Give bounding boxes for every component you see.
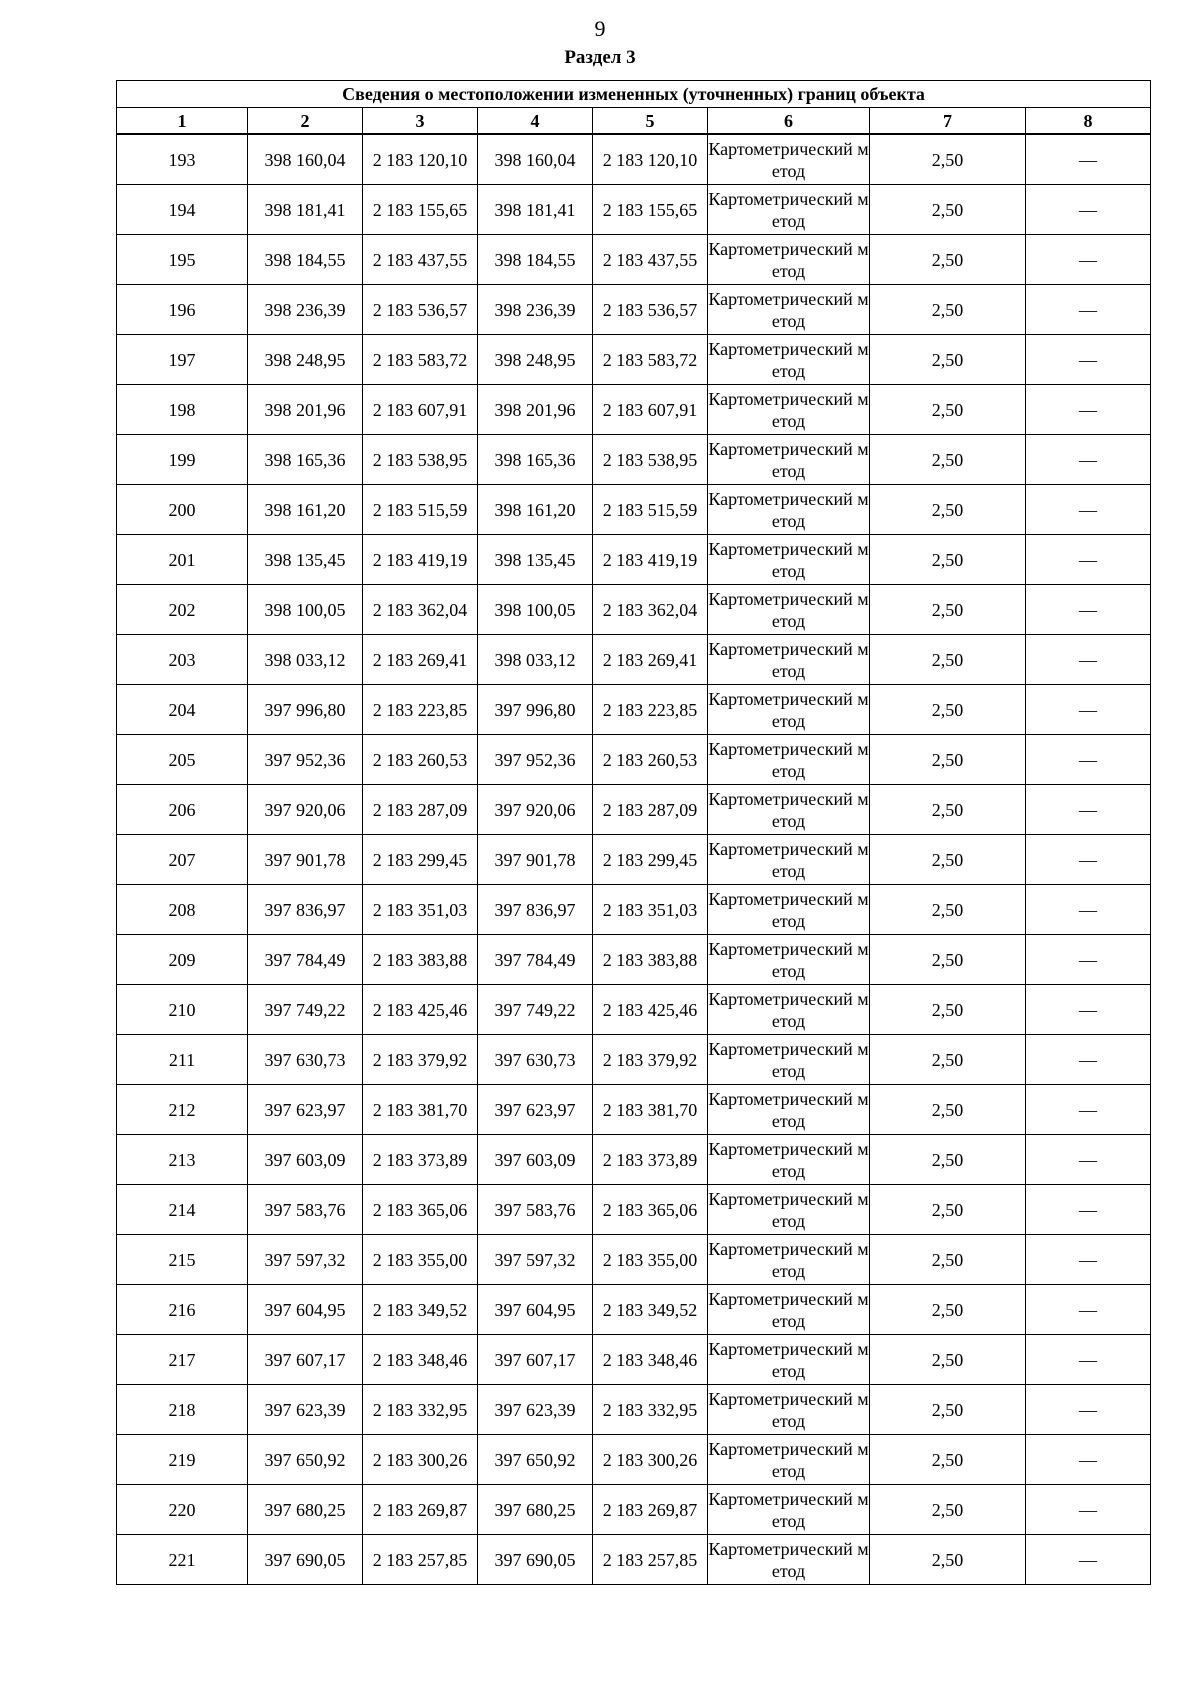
x-new-cell: 398 135,45 <box>478 535 593 585</box>
x-old-cell: 397 630,73 <box>248 1035 363 1085</box>
y-new-cell: 2 183 269,41 <box>593 635 708 685</box>
x-new-cell: 397 784,49 <box>478 935 593 985</box>
y-new-cell: 2 183 538,95 <box>593 435 708 485</box>
x-old-cell: 397 607,17 <box>248 1335 363 1385</box>
y-new-cell: 2 183 120,10 <box>593 134 708 185</box>
x-old-cell: 398 248,95 <box>248 335 363 385</box>
y-old-cell: 2 183 515,59 <box>363 485 478 535</box>
point-number-cell: 206 <box>117 785 248 835</box>
y-old-cell: 2 183 287,09 <box>363 785 478 835</box>
table-row <box>117 985 1151 1035</box>
y-new-cell: 2 183 260,53 <box>593 735 708 785</box>
y-new-cell: 2 183 257,85 <box>593 1535 708 1585</box>
accuracy-cell: 2,50 <box>870 134 1026 185</box>
description-cell: — <box>1026 1435 1151 1485</box>
method-cell: Картометрический метод <box>708 134 870 185</box>
point-number-cell: 196 <box>117 285 248 335</box>
x-new-cell: 398 248,95 <box>478 335 593 385</box>
x-old-cell: 397 836,97 <box>248 885 363 935</box>
accuracy-cell: 2,50 <box>870 1285 1026 1335</box>
x-new-cell: 398 184,55 <box>478 235 593 285</box>
y-old-cell: 2 183 351,03 <box>363 885 478 935</box>
description-cell: — <box>1026 1485 1151 1535</box>
point-number-cell: 213 <box>117 1135 248 1185</box>
y-old-cell: 2 183 425,46 <box>363 985 478 1035</box>
x-new-cell: 397 836,97 <box>478 885 593 935</box>
method-cell: Картометрический метод <box>708 785 870 835</box>
method-cell: Картометрический метод <box>708 835 870 885</box>
point-number-cell: 199 <box>117 435 248 485</box>
description-cell: — <box>1026 1235 1151 1285</box>
accuracy-cell: 2,50 <box>870 385 1026 435</box>
point-number-cell: 194 <box>117 185 248 235</box>
x-old-cell: 398 201,96 <box>248 385 363 435</box>
y-new-cell: 2 183 348,46 <box>593 1335 708 1385</box>
y-old-cell: 2 183 260,53 <box>363 735 478 785</box>
y-old-cell: 2 183 300,26 <box>363 1435 478 1485</box>
x-new-cell: 398 100,05 <box>478 585 593 635</box>
x-new-cell: 397 623,97 <box>478 1085 593 1135</box>
description-cell: — <box>1026 134 1151 185</box>
table-row <box>117 1285 1151 1335</box>
point-number-cell: 195 <box>117 235 248 285</box>
table-row <box>117 1185 1151 1235</box>
x-new-cell: 397 952,36 <box>478 735 593 785</box>
table-row <box>117 1135 1151 1185</box>
x-old-cell: 397 680,25 <box>248 1485 363 1535</box>
x-new-cell: 398 161,20 <box>478 485 593 535</box>
y-old-cell: 2 183 583,72 <box>363 335 478 385</box>
x-new-cell: 397 603,09 <box>478 1135 593 1185</box>
x-new-cell: 397 623,39 <box>478 1385 593 1435</box>
table-row <box>117 785 1151 835</box>
accuracy-cell: 2,50 <box>870 1335 1026 1385</box>
y-new-cell: 2 183 419,19 <box>593 535 708 585</box>
y-old-cell: 2 183 607,91 <box>363 385 478 435</box>
accuracy-cell: 2,50 <box>870 1085 1026 1135</box>
x-old-cell: 397 784,49 <box>248 935 363 985</box>
y-old-cell: 2 183 383,88 <box>363 935 478 985</box>
method-cell: Картометрический метод <box>708 635 870 685</box>
x-new-cell: 397 680,25 <box>478 1485 593 1535</box>
y-new-cell: 2 183 299,45 <box>593 835 708 885</box>
point-number-cell: 208 <box>117 885 248 935</box>
x-old-cell: 397 597,32 <box>248 1235 363 1285</box>
method-cell: Картометрический метод <box>708 335 870 385</box>
description-cell: — <box>1026 1085 1151 1135</box>
accuracy-cell: 2,50 <box>870 435 1026 485</box>
y-old-cell: 2 183 362,04 <box>363 585 478 635</box>
description-cell: — <box>1026 235 1151 285</box>
point-number-cell: 198 <box>117 385 248 435</box>
point-number-cell: 193 <box>117 134 248 185</box>
method-cell: Картометрический метод <box>708 1485 870 1535</box>
table-row <box>117 335 1151 385</box>
y-old-cell: 2 183 269,41 <box>363 635 478 685</box>
column-number: 4 <box>478 108 593 135</box>
y-old-cell: 2 183 349,52 <box>363 1285 478 1335</box>
accuracy-cell: 2,50 <box>870 1135 1026 1185</box>
accuracy-cell: 2,50 <box>870 935 1026 985</box>
table-row <box>117 235 1151 285</box>
column-number-row <box>117 108 1151 135</box>
y-old-cell: 2 183 332,95 <box>363 1385 478 1435</box>
x-new-cell: 397 650,92 <box>478 1435 593 1485</box>
accuracy-cell: 2,50 <box>870 735 1026 785</box>
description-cell: — <box>1026 985 1151 1035</box>
y-new-cell: 2 183 300,26 <box>593 1435 708 1485</box>
accuracy-cell: 2,50 <box>870 835 1026 885</box>
accuracy-cell: 2,50 <box>870 985 1026 1035</box>
point-number-cell: 211 <box>117 1035 248 1085</box>
x-old-cell: 397 623,97 <box>248 1085 363 1135</box>
method-cell: Картометрический метод <box>708 885 870 935</box>
description-cell: — <box>1026 835 1151 885</box>
description-cell: — <box>1026 335 1151 385</box>
point-number-cell: 216 <box>117 1285 248 1335</box>
point-number-cell: 209 <box>117 935 248 985</box>
x-new-cell: 397 604,95 <box>478 1285 593 1335</box>
x-old-cell: 398 135,45 <box>248 535 363 585</box>
column-number: 6 <box>708 108 870 135</box>
table-row <box>117 735 1151 785</box>
description-cell: — <box>1026 535 1151 585</box>
table-row <box>117 835 1151 885</box>
accuracy-cell: 2,50 <box>870 1485 1026 1535</box>
table-caption-row <box>117 81 1151 108</box>
y-new-cell: 2 183 379,92 <box>593 1035 708 1085</box>
y-new-cell: 2 183 355,00 <box>593 1235 708 1285</box>
column-number: 2 <box>248 108 363 135</box>
description-cell: — <box>1026 885 1151 935</box>
x-old-cell: 397 650,92 <box>248 1435 363 1485</box>
method-cell: Картометрический метод <box>708 735 870 785</box>
description-cell: — <box>1026 935 1151 985</box>
y-old-cell: 2 183 257,85 <box>363 1535 478 1585</box>
description-cell: — <box>1026 1285 1151 1335</box>
point-number-cell: 207 <box>117 835 248 885</box>
method-cell: Картометрический метод <box>708 1535 870 1585</box>
column-number: 1 <box>117 108 248 135</box>
description-cell: — <box>1026 1535 1151 1585</box>
x-new-cell: 397 630,73 <box>478 1035 593 1085</box>
accuracy-cell: 2,50 <box>870 1385 1026 1435</box>
x-new-cell: 397 597,32 <box>478 1235 593 1285</box>
x-old-cell: 397 690,05 <box>248 1535 363 1585</box>
y-old-cell: 2 183 223,85 <box>363 685 478 735</box>
table-row <box>117 1535 1151 1585</box>
description-cell: — <box>1026 385 1151 435</box>
table-row <box>117 635 1151 685</box>
y-new-cell: 2 183 437,55 <box>593 235 708 285</box>
method-cell: Картометрический метод <box>708 185 870 235</box>
point-number-cell: 205 <box>117 735 248 785</box>
point-number-cell: 201 <box>117 535 248 585</box>
x-old-cell: 398 181,41 <box>248 185 363 235</box>
accuracy-cell: 2,50 <box>870 1235 1026 1285</box>
y-new-cell: 2 183 583,72 <box>593 335 708 385</box>
y-new-cell: 2 183 155,65 <box>593 185 708 235</box>
table-row <box>117 1485 1151 1535</box>
point-number-cell: 219 <box>117 1435 248 1485</box>
y-new-cell: 2 183 381,70 <box>593 1085 708 1135</box>
accuracy-cell: 2,50 <box>870 885 1026 935</box>
table-row <box>117 385 1151 435</box>
y-old-cell: 2 183 269,87 <box>363 1485 478 1535</box>
y-old-cell: 2 183 419,19 <box>363 535 478 585</box>
boundary-coordinates-table <box>116 80 1151 1585</box>
x-old-cell: 398 165,36 <box>248 435 363 485</box>
accuracy-cell: 2,50 <box>870 235 1026 285</box>
accuracy-cell: 2,50 <box>870 1435 1026 1485</box>
description-cell: — <box>1026 1385 1151 1435</box>
y-new-cell: 2 183 351,03 <box>593 885 708 935</box>
method-cell: Картометрический метод <box>708 385 870 435</box>
x-old-cell: 397 623,39 <box>248 1385 363 1435</box>
x-new-cell: 398 181,41 <box>478 185 593 235</box>
table-row <box>117 435 1151 485</box>
x-old-cell: 397 749,22 <box>248 985 363 1035</box>
method-cell: Картометрический метод <box>708 1335 870 1385</box>
x-new-cell: 397 607,17 <box>478 1335 593 1385</box>
x-new-cell: 398 165,36 <box>478 435 593 485</box>
accuracy-cell: 2,50 <box>870 285 1026 335</box>
y-new-cell: 2 183 287,09 <box>593 785 708 835</box>
description-cell: — <box>1026 1335 1151 1385</box>
column-number: 7 <box>870 108 1026 135</box>
point-number-cell: 203 <box>117 635 248 685</box>
table-row <box>117 685 1151 735</box>
description-cell: — <box>1026 585 1151 635</box>
x-old-cell: 397 604,95 <box>248 1285 363 1335</box>
table-row <box>117 485 1151 535</box>
method-cell: Картометрический метод <box>708 485 870 535</box>
table-row <box>117 134 1151 185</box>
description-cell: — <box>1026 1185 1151 1235</box>
x-new-cell: 397 583,76 <box>478 1185 593 1235</box>
method-cell: Картометрический метод <box>708 1385 870 1435</box>
x-old-cell: 398 236,39 <box>248 285 363 335</box>
table-row <box>117 535 1151 585</box>
table-caption: Сведения о местоположении измененных (уточненных) границ объекта <box>117 81 1151 108</box>
accuracy-cell: 2,50 <box>870 485 1026 535</box>
method-cell: Картометрический метод <box>708 1135 870 1185</box>
x-new-cell: 397 996,80 <box>478 685 593 735</box>
column-number: 8 <box>1026 108 1151 135</box>
y-new-cell: 2 183 362,04 <box>593 585 708 635</box>
y-old-cell: 2 183 437,55 <box>363 235 478 285</box>
y-new-cell: 2 183 536,57 <box>593 285 708 335</box>
method-cell: Картометрический метод <box>708 1035 870 1085</box>
y-new-cell: 2 183 269,87 <box>593 1485 708 1535</box>
description-cell: — <box>1026 435 1151 485</box>
accuracy-cell: 2,50 <box>870 535 1026 585</box>
point-number-cell: 214 <box>117 1185 248 1235</box>
y-new-cell: 2 183 365,06 <box>593 1185 708 1235</box>
method-cell: Картометрический метод <box>708 535 870 585</box>
y-old-cell: 2 183 379,92 <box>363 1035 478 1085</box>
method-cell: Картометрический метод <box>708 685 870 735</box>
x-new-cell: 397 920,06 <box>478 785 593 835</box>
description-cell: — <box>1026 735 1151 785</box>
y-old-cell: 2 183 381,70 <box>363 1085 478 1135</box>
y-old-cell: 2 183 536,57 <box>363 285 478 335</box>
point-number-cell: 204 <box>117 685 248 735</box>
column-number: 5 <box>593 108 708 135</box>
description-cell: — <box>1026 785 1151 835</box>
point-number-cell: 221 <box>117 1535 248 1585</box>
point-number-cell: 215 <box>117 1235 248 1285</box>
accuracy-cell: 2,50 <box>870 635 1026 685</box>
method-cell: Картометрический метод <box>708 935 870 985</box>
x-new-cell: 397 749,22 <box>478 985 593 1035</box>
x-old-cell: 398 161,20 <box>248 485 363 535</box>
point-number-cell: 200 <box>117 485 248 535</box>
table-row <box>117 1235 1151 1285</box>
point-number-cell: 197 <box>117 335 248 385</box>
description-cell: — <box>1026 1035 1151 1085</box>
y-old-cell: 2 183 538,95 <box>363 435 478 485</box>
table-row <box>117 285 1151 335</box>
accuracy-cell: 2,50 <box>870 785 1026 835</box>
method-cell: Картометрический метод <box>708 1435 870 1485</box>
y-old-cell: 2 183 365,06 <box>363 1185 478 1235</box>
accuracy-cell: 2,50 <box>870 1185 1026 1235</box>
x-new-cell: 398 201,96 <box>478 385 593 435</box>
method-cell: Картометрический метод <box>708 1235 870 1285</box>
y-old-cell: 2 183 120,10 <box>363 134 478 185</box>
description-cell: — <box>1026 285 1151 335</box>
x-old-cell: 397 583,76 <box>248 1185 363 1235</box>
method-cell: Картометрический метод <box>708 435 870 485</box>
point-number-cell: 212 <box>117 1085 248 1135</box>
method-cell: Картометрический метод <box>708 1085 870 1135</box>
y-new-cell: 2 183 373,89 <box>593 1135 708 1185</box>
x-old-cell: 397 920,06 <box>248 785 363 835</box>
table-row <box>117 1385 1151 1435</box>
y-old-cell: 2 183 348,46 <box>363 1335 478 1385</box>
x-old-cell: 398 033,12 <box>248 635 363 685</box>
table-row <box>117 1035 1151 1085</box>
table-row <box>117 1435 1151 1485</box>
y-old-cell: 2 183 155,65 <box>363 185 478 235</box>
y-new-cell: 2 183 223,85 <box>593 685 708 735</box>
x-old-cell: 397 952,36 <box>248 735 363 785</box>
section-title: Раздел 3 <box>564 47 636 68</box>
x-old-cell: 398 100,05 <box>248 585 363 635</box>
table-row <box>117 1085 1151 1135</box>
point-number-cell: 218 <box>117 1385 248 1435</box>
y-new-cell: 2 183 349,52 <box>593 1285 708 1335</box>
accuracy-cell: 2,50 <box>870 585 1026 635</box>
description-cell: — <box>1026 635 1151 685</box>
y-new-cell: 2 183 425,46 <box>593 985 708 1035</box>
y-old-cell: 2 183 373,89 <box>363 1135 478 1185</box>
point-number-cell: 220 <box>117 1485 248 1535</box>
x-old-cell: 398 184,55 <box>248 235 363 285</box>
y-new-cell: 2 183 607,91 <box>593 385 708 435</box>
table-row <box>117 185 1151 235</box>
table-row <box>117 1335 1151 1385</box>
method-cell: Картометрический метод <box>708 235 870 285</box>
x-old-cell: 397 901,78 <box>248 835 363 885</box>
point-number-cell: 202 <box>117 585 248 635</box>
x-new-cell: 398 033,12 <box>478 635 593 685</box>
method-cell: Картометрический метод <box>708 985 870 1035</box>
accuracy-cell: 2,50 <box>870 1535 1026 1585</box>
y-old-cell: 2 183 355,00 <box>363 1235 478 1285</box>
y-old-cell: 2 183 299,45 <box>363 835 478 885</box>
x-new-cell: 398 236,39 <box>478 285 593 335</box>
y-new-cell: 2 183 383,88 <box>593 935 708 985</box>
accuracy-cell: 2,50 <box>870 685 1026 735</box>
table-row <box>117 585 1151 635</box>
x-old-cell: 397 996,80 <box>248 685 363 735</box>
page-number: 9 <box>594 16 606 41</box>
description-cell: — <box>1026 685 1151 735</box>
description-cell: — <box>1026 1135 1151 1185</box>
method-cell: Картометрический метод <box>708 1185 870 1235</box>
column-number: 3 <box>363 108 478 135</box>
description-cell: — <box>1026 485 1151 535</box>
point-number-cell: 210 <box>117 985 248 1035</box>
x-new-cell: 397 901,78 <box>478 835 593 885</box>
table-row <box>117 935 1151 985</box>
method-cell: Картометрический метод <box>708 1285 870 1335</box>
method-cell: Картометрический метод <box>708 585 870 635</box>
x-old-cell: 398 160,04 <box>248 134 363 185</box>
point-number-cell: 217 <box>117 1335 248 1385</box>
accuracy-cell: 2,50 <box>870 1035 1026 1085</box>
accuracy-cell: 2,50 <box>870 335 1026 385</box>
description-cell: — <box>1026 185 1151 235</box>
accuracy-cell: 2,50 <box>870 185 1026 235</box>
x-old-cell: 397 603,09 <box>248 1135 363 1185</box>
y-new-cell: 2 183 332,95 <box>593 1385 708 1435</box>
y-new-cell: 2 183 515,59 <box>593 485 708 535</box>
table-body <box>117 134 1151 1585</box>
method-cell: Картометрический метод <box>708 285 870 335</box>
x-new-cell: 397 690,05 <box>478 1535 593 1585</box>
table-row <box>117 885 1151 935</box>
x-new-cell: 398 160,04 <box>478 134 593 185</box>
